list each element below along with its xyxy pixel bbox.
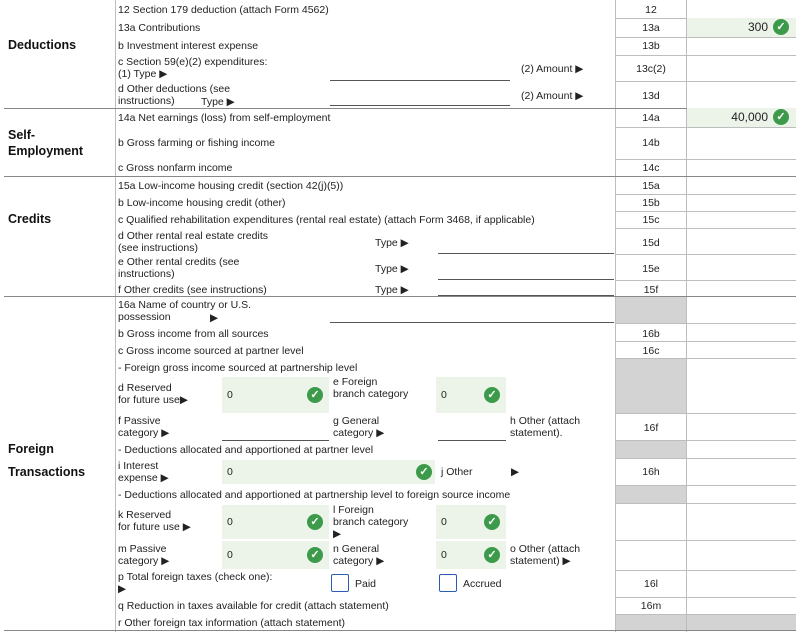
line-14b-code: 14b — [642, 137, 660, 149]
field-o-label-a: o Other (attach — [510, 543, 581, 555]
line-13c-type-input[interactable] — [330, 80, 510, 81]
deductions-partner-heading: - Deductions allocated and apportioned at partner level — [118, 444, 374, 456]
line-15e-type-label: Type ▶ — [375, 263, 409, 275]
field-l-label-c: ▶ — [333, 528, 342, 540]
paid-label: Paid — [355, 578, 377, 590]
line-13d-label-b: instructions) — [118, 95, 175, 107]
line-15e-label-b: instructions) — [118, 268, 175, 280]
check-icon: ✓ — [307, 547, 323, 563]
line-15e-code: 15e — [642, 263, 660, 275]
line-15d-type-label: Type ▶ — [375, 237, 409, 249]
section-divider — [115, 0, 116, 632]
field-m-label-a: m Passive — [118, 543, 167, 555]
line-13c-label-a: c Section 59(e)(2) expenditures: — [118, 56, 268, 68]
line-13d-code: 13d — [642, 90, 660, 102]
general-n-value: 0 — [441, 549, 447, 561]
line-15e-label-a: e Other rental credits (see — [118, 256, 240, 268]
line-15d-code: 15d — [642, 237, 660, 249]
foreign-branch-e-value: 0 — [441, 389, 447, 401]
section-separator — [4, 630, 796, 631]
line-14c-code: 14c — [642, 162, 660, 174]
line-15c-code: 15c — [642, 214, 660, 226]
line-16b-code: 16b — [642, 328, 660, 340]
section-separator — [4, 108, 796, 109]
line-13c-label-b: (1) Type ▶ — [118, 68, 168, 80]
foreign-branch-l-field[interactable] — [436, 505, 506, 539]
section-title-self-employment-a: Self- — [8, 128, 36, 142]
line-13c-amount-label: (2) Amount ▶ — [521, 63, 584, 75]
check-icon: ✓ — [773, 109, 789, 125]
field-i-label-b: expense ▶ — [118, 472, 169, 484]
passive-m-value: 0 — [227, 549, 233, 561]
line-15b-label: b Low-income housing credit (other) — [118, 197, 286, 209]
field-f-label-a: f Passive — [118, 415, 161, 427]
line-16a-label-b: possession — [118, 311, 171, 323]
line-15f-label: f Other credits (see instructions) — [118, 284, 267, 296]
line-13b-code: 13b — [642, 40, 660, 52]
deductions-partnership-heading: - Deductions allocated and apportioned at partnership level to foreign source income — [118, 489, 511, 501]
line-15b-code: 15b — [642, 197, 660, 209]
line-12-code: 12 — [645, 4, 657, 16]
line-12-label: 12 Section 179 deduction (attach Form 4562) — [118, 4, 329, 16]
line-13d-type-input[interactable] — [330, 105, 510, 106]
line-16f-code: 16f — [643, 422, 659, 434]
check-icon: ✓ — [484, 387, 500, 403]
field-f-label-b: category ▶ — [118, 427, 170, 439]
contributions-amount-field[interactable] — [687, 18, 796, 37]
line-16b-label: b Gross income from all sources — [118, 328, 269, 340]
line-13a-code: 13a — [642, 22, 660, 34]
line-15d-type-input[interactable] — [438, 253, 614, 254]
line-15a-code: 15a — [642, 180, 660, 192]
field-j-arrow-icon: ▶ — [511, 466, 520, 478]
line-15d-label-a: d Other rental real estate credits — [118, 230, 268, 242]
check-icon: ✓ — [484, 547, 500, 563]
line-16c-label: c Gross income sourced at partner level — [118, 345, 304, 357]
field-m-label-b: category ▶ — [118, 555, 170, 567]
interest-expense-value: 0 — [227, 466, 233, 478]
field-n-label-b: category ▶ — [333, 555, 385, 567]
section-title-foreign-b: Transactions — [8, 465, 86, 479]
line-15f-type-label: Type ▶ — [375, 284, 409, 296]
reserved-d-field[interactable] — [222, 377, 329, 413]
paid-checkbox[interactable] — [331, 574, 349, 592]
field-d-label-a: d Reserved — [118, 382, 172, 394]
field-g-label-a: g General — [333, 415, 380, 427]
check-icon: ✓ — [307, 514, 323, 530]
reserved-k-value: 0 — [227, 516, 233, 528]
line-13d-label-a: d Other deductions (see — [118, 83, 231, 95]
field-h-label-a: h Other (attach — [510, 415, 581, 427]
field-k-label-b: for future use ▶ — [118, 521, 191, 533]
line-16l-code: 16l — [643, 578, 658, 590]
check-icon: ✓ — [416, 464, 432, 480]
field-e-label-a: e Foreign — [333, 376, 378, 388]
line-13c-code: 13c(2) — [636, 63, 666, 75]
field-e-label-b: branch category — [333, 388, 409, 400]
section-title-self-employment-b: Employment — [8, 144, 84, 158]
check-icon: ✓ — [307, 387, 323, 403]
section-title-deductions: Deductions — [8, 38, 77, 52]
reserved-d-value: 0 — [227, 389, 233, 401]
field-g-label-b: category ▶ — [333, 427, 385, 439]
check-icon: ✓ — [773, 19, 789, 35]
check-icon: ✓ — [484, 514, 500, 530]
line-14a-code: 14a — [642, 112, 660, 124]
line-14a-label: 14a Net earnings (loss) from self-employment — [118, 112, 331, 124]
line-16m-code: 16m — [640, 600, 662, 612]
accrued-checkbox[interactable] — [439, 574, 457, 592]
line-15e-type-input[interactable] — [438, 279, 614, 280]
foreign-branch-e-field[interactable] — [436, 377, 506, 413]
line-r-label: r Other foreign tax information (attach statement) — [118, 617, 346, 629]
line-13d-amount-label: (2) Amount ▶ — [521, 90, 584, 102]
line-15a-label: 15a Low-income housing credit (section 42(j)(5)) — [118, 180, 344, 192]
line-13a-label: 13a Contributions — [118, 22, 201, 34]
country-name-input[interactable] — [330, 322, 614, 323]
section-separator — [4, 176, 796, 177]
line-16c-code: 16c — [642, 345, 660, 357]
field-l-label-a: l Foreign — [333, 504, 374, 516]
line-14c-label: c Gross nonfarm income — [118, 162, 233, 174]
field-k-label-a: k Reserved — [118, 509, 172, 521]
foreign-branch-l-value: 0 — [441, 516, 447, 528]
contributions-amount-value: 300 — [747, 20, 768, 34]
accrued-label: Accrued — [463, 578, 502, 590]
line-15f-type-input[interactable] — [438, 295, 614, 296]
section-title-foreign-a: Foreign — [8, 442, 54, 456]
code-column-right — [686, 0, 687, 632]
section-title-credits: Credits — [8, 212, 52, 226]
interest-expense-field[interactable] — [222, 460, 435, 484]
field-o-label-b: statement) ▶ — [510, 555, 571, 567]
line-15c-label: c Qualified rehabilitation expenditures (rental real estate) (attach Form 3468, if applicable) — [118, 214, 535, 226]
line-16a-arrow-icon: ▶ — [210, 312, 219, 324]
line-16h-code: 16h — [642, 466, 660, 478]
field-d-label-b: for future use▶ — [118, 394, 188, 406]
field-p-label-a: p Total foreign taxes (check one): — [118, 571, 273, 583]
field-n-label-a: n General — [333, 543, 380, 555]
line-14b-label: b Gross farming or fishing income — [118, 137, 275, 149]
net-earnings-amount-field[interactable] — [687, 108, 796, 127]
general-n-field[interactable] — [436, 541, 506, 569]
passive-f-input[interactable] — [222, 440, 329, 441]
field-i-label-a: i Interest — [118, 460, 159, 472]
reserved-k-field[interactable] — [222, 505, 329, 539]
line-13b-label: b Investment interest expense — [118, 40, 259, 52]
line-15f-code: 15f — [643, 284, 659, 296]
passive-m-field[interactable] — [222, 541, 329, 569]
field-h-label-b: statement). — [510, 427, 563, 439]
line-15d-label-b: (see instructions) — [118, 242, 198, 254]
line-13d-type-label: Type ▶ — [201, 96, 235, 108]
net-earnings-amount-value: 40,000 — [731, 110, 768, 124]
field-p-label-b: ▶ — [118, 583, 127, 595]
field-l-label-b: branch category — [333, 516, 409, 528]
line-16a-label-a: 16a Name of country or U.S. — [118, 299, 252, 311]
line-q-label: q Reduction in taxes available for credit (attach statement) — [118, 600, 389, 612]
field-j-label: j Other — [441, 466, 473, 478]
gross-income-partnership-heading: - Foreign gross income sourced at partnership level — [118, 362, 358, 374]
general-g-input[interactable] — [438, 440, 506, 441]
